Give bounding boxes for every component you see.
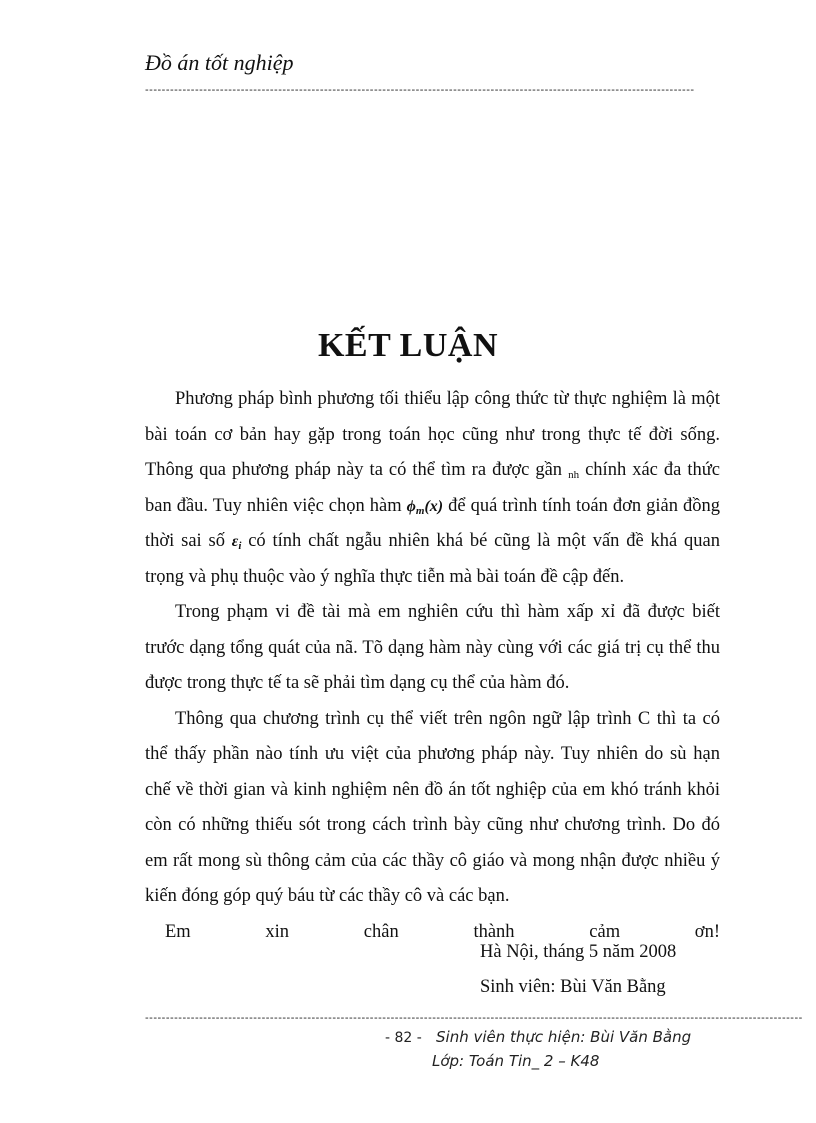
paragraph-1-line-3-text-b: chính xác đa thức [585,460,720,480]
paragraph-3-line-6: kiến đóng góp quý báu từ các thầy cô và các bạn. [145,886,510,906]
thanks-word: chân [363,921,399,942]
paragraph-2-line-2: trước dạng tổng quát của nã. Tõ dạng hàm này cùng với các giá trị cụ thể thu [145,637,720,658]
header-title: Đồ án tốt nghiệp [145,50,294,75]
paragraph-1-line-5-text-a: thời sai số [145,531,225,551]
phi-m-x-formula [407,498,443,515]
paragraph-1-line-4 [145,489,720,525]
phi-subscript: m [415,504,425,517]
thanks-word: cảm [589,921,621,942]
paragraph-1-line-6: trọng và phụ thuộc vào ý nghĩa thực tiễn mà bài toán đề cập đến. [145,566,625,587]
footer-student: Sinh viên thực hiện: Bùi Văn Bằng [436,1028,692,1046]
paragraph-1-line-3 [145,453,720,489]
epsilon-symbol: ε [231,533,239,550]
thanks-word: xin [265,921,290,942]
paragraph-1-line-1: Phương pháp bình phương tối thiểu lập công thức từ thực nghiệm là một [175,389,720,409]
footer-divider: -------------------------------------------------------------------------------------------------------------------------------------------------------------- [145,1012,803,1024]
paragraph-1-line-5-text-b: có tính chất ngẫu nhiên khá bé cũng là một vấn đề khá quan [248,531,720,551]
phi-argument: (x) [424,497,444,515]
paragraph-3-line-5: em rất mong sù thông cảm của các thầy cô giáo và mong nhận được nhiều ý [145,850,720,871]
paragraph-3-line-1: Thông qua chương trình cụ thể viết trên ngôn ngữ lập trình C thì ta có [175,708,720,729]
paragraph-3-line-4: còn có những thiếu sót trong cách trình bày cũng như chương trình. Do đó [145,815,720,835]
thanks-word: thành [473,921,515,942]
paragraph-3-line-3: chế về thời gian và kinh nghiệm nên đồ án tốt nghiệp của em khó tránh khỏi [145,779,720,800]
signature-name: Sinh viên: Bùi Văn Bằng [480,977,666,997]
epsilon-subscript: i [238,540,242,552]
thanks-word: Em [165,921,191,942]
thanks-word: ơn! [694,921,720,942]
paragraph-3-line-2: thể thấy phần nào tính ưu việt của phương pháp này. Tuy nhiên do sù hạn [145,744,720,764]
paragraph-1-line-3-text-a: Thông qua phương pháp này ta có thể tìm ra được gần [145,460,563,480]
paragraph-1-line-3-fragment: nh [568,469,580,481]
document-body [145,382,720,950]
paragraph-1-line-2: bài toán cơ bản hay gặp trong toán học cũng như trong thực tế đời sống. [145,424,720,445]
header-divider: ------------------------------------------------------------------------------------------------------------------------------------ [145,84,695,96]
page-number: - 82 - [385,1030,422,1046]
phi-symbol: ϕ [406,497,416,515]
signature-date: Hà Nội, tháng 5 năm 2008 [480,942,677,962]
epsilon-i-formula [232,533,242,550]
paragraph-2-line-3: được trong thực tế ta sẽ phải tìm dạng cụ thể của hàm đó. [145,673,570,693]
page-title: KẾT LUẬN [317,327,499,364]
footer-class: Lớp: Toán Tin_ 2 – K48 [432,1052,600,1070]
paragraph-1-line-5 [145,524,720,560]
paragraph-1-line-4-text-b: để quá trình tính toán đơn giản đồng [448,495,721,516]
paragraph-1-line-4-text-a: ban đầu. Tuy nhiên việc chọn hàm [145,495,402,516]
paragraph-2-line-1: Trong phạm vi đề tài mà em nghiên cứu thì hàm xấp xỉ đã được biết [175,602,720,622]
